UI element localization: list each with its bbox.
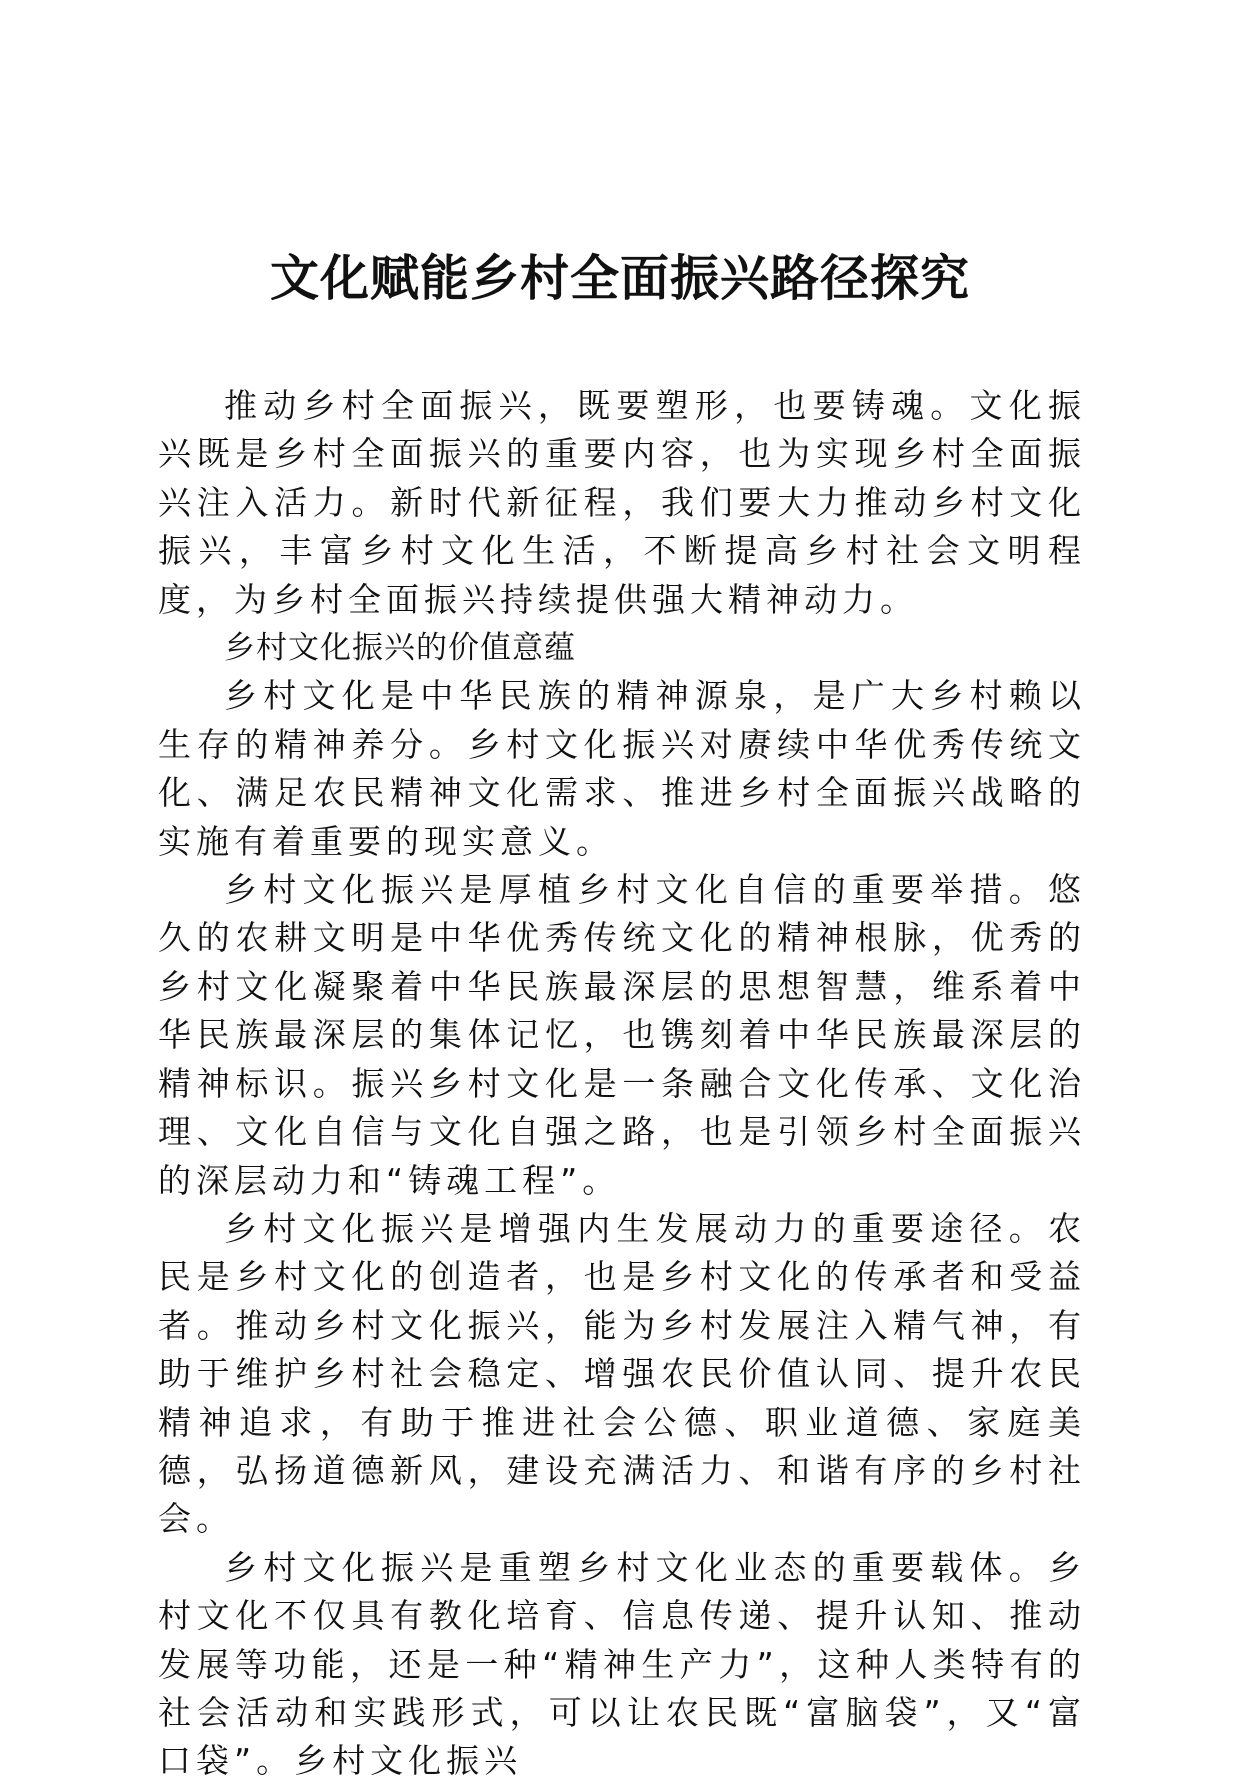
body-paragraph: 乡村文化振兴是重塑乡村文化业态的重要载体。乡村文化不仅具有教化培育、信息传递、提升认知、推动发展等功能，还是一种“精神生产力”，这种人类特有的社会活动和实践形式，可以让农民既“富脑袋”，又“富口袋”。乡村文化振兴 [158,1547,1086,1781]
document-title: 文化赋能乡村全面振兴路径探究 [269,249,970,307]
section-heading: 乡村文化振兴的价值意蕴 [224,630,576,667]
body-paragraph: 乡村文化振兴是增强内生发展动力的重要途径。农民是乡村文化的创造者，也是乡村文化的传承者和受益者。推动乡村文化振兴，能为乡村发展注入精气神，有助于维护乡村社会稳定、增强农民价值认同、提升农民精神追求，有助于推进社会公德、职业道德、家庭美德，弘扬道德新风，建设充满活力、和谐有序的乡村社会。 [158,1208,1086,1539]
body-paragraph: 乡村文化振兴是厚植乡村文化自信的重要举措。悠久的农耕文明是中华优秀传统文化的精神根脉，优秀的乡村文化凝聚着中华民族最深层的思想智慧，维系着中华民族最深层的集体记忆，也镌刻着中华民族最深层的精神标识。振兴乡村文化是一条融合文化传承、文化治理、文化自信与文化自强之路，也是引领乡村全面振兴的深层动力和“铸魂工程”。 [158,870,1086,1200]
body-paragraph: 乡村文化是中华民族的精神源泉，是广大乡村赖以生存的精神养分。乡村文化振兴对赓续中华优秀传统文化、满足农民精神文化需求、推进乡村全面振兴战略的实施有着重要的现实意义。 [158,676,1086,861]
document-body [158,382,1086,1786]
intro-paragraph: 推动乡村全面振兴，既要塑形，也要铸魂。文化振兴既是乡村全面振兴的重要内容，也为实现乡村全面振兴注入活力。新时代新征程，我们要大力推动乡村文化振兴，丰富乡村文化生活，不断提高乡村社会文明程度，为乡村全面振兴持续提供强大精神动力。 [158,386,1086,619]
